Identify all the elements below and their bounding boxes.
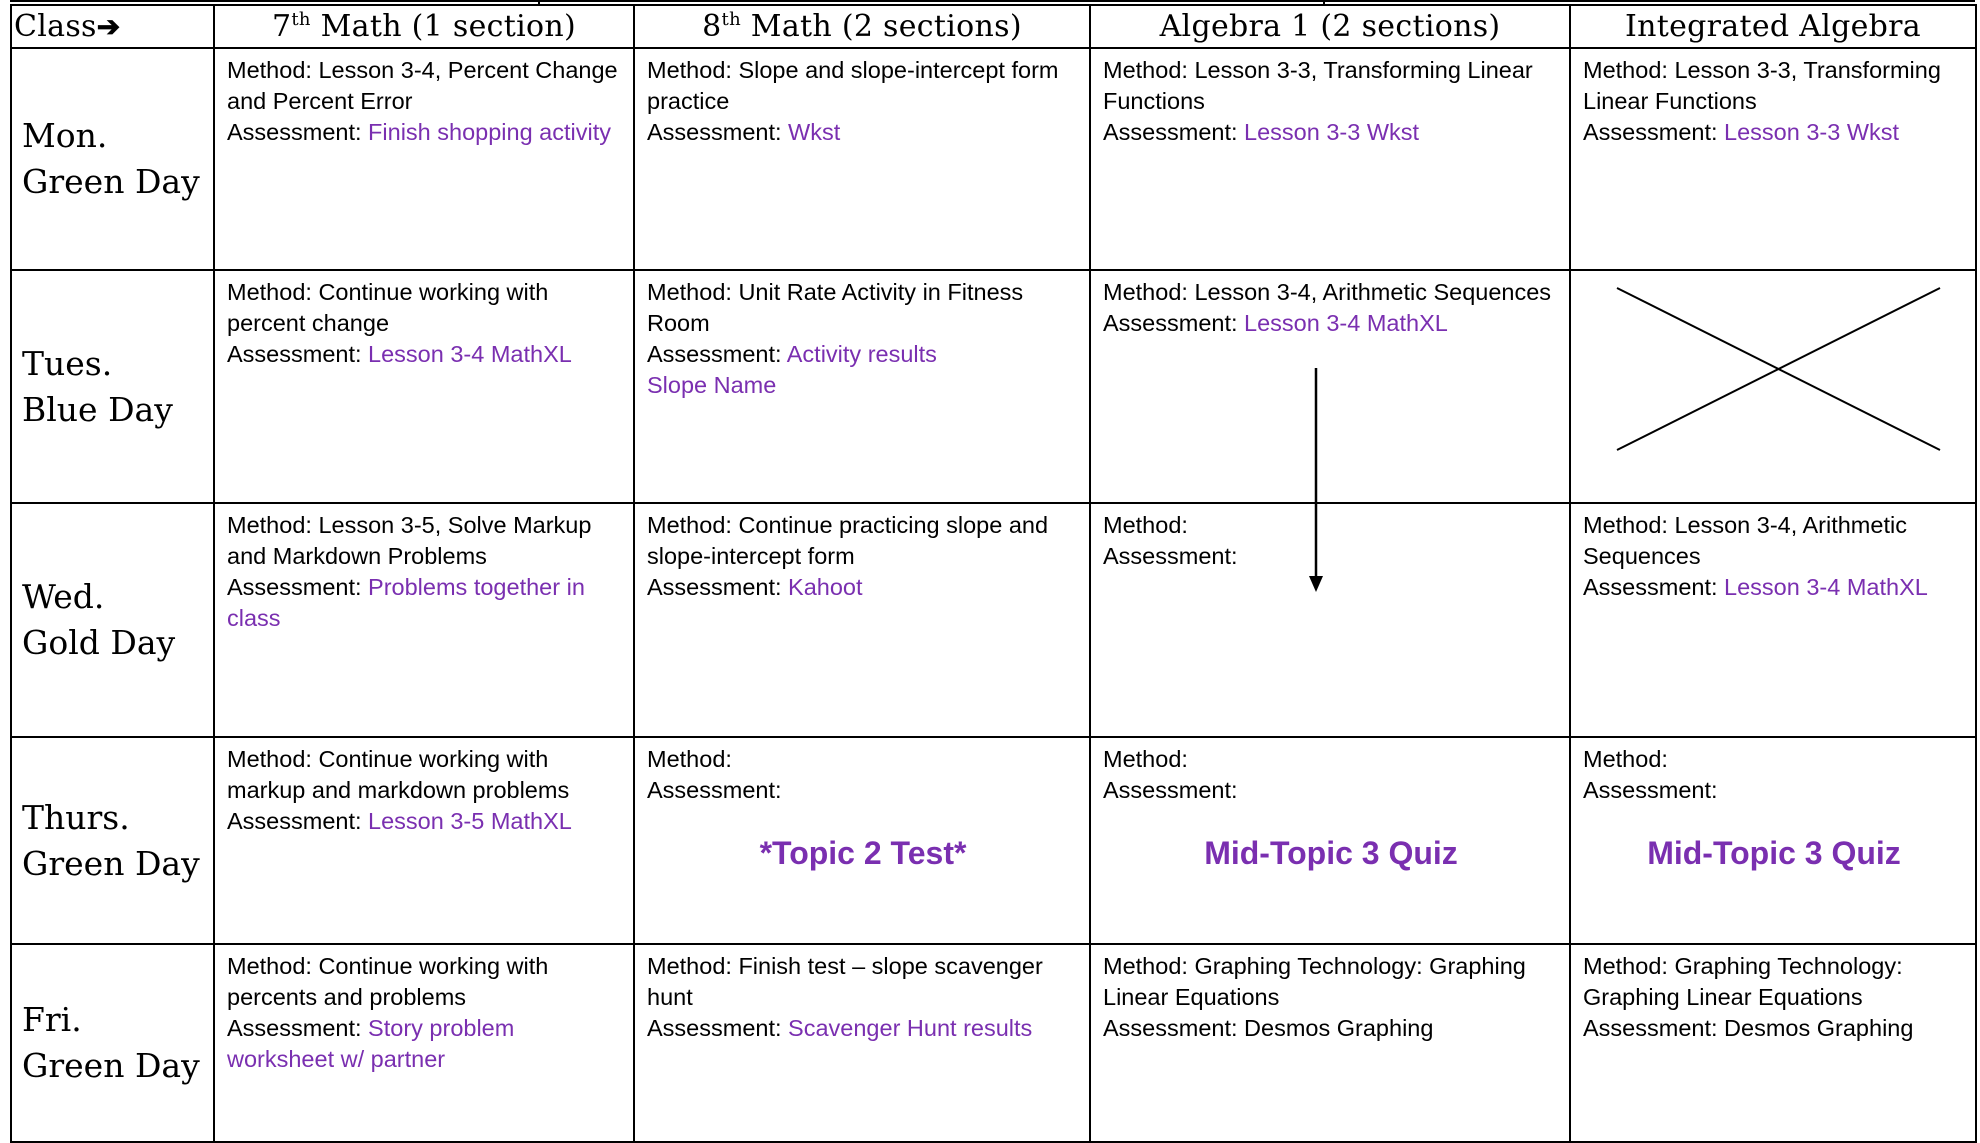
plan-cell: Method: Assessment:: [1090, 503, 1570, 737]
row-thursday: [11, 737, 1976, 944]
lesson-plan-table: [10, 4, 1977, 1143]
quiz-callout: Mid-Topic 3 Quiz: [1647, 835, 1901, 871]
test-callout: *Topic 2 Test*: [759, 835, 967, 871]
day-label: Fri. Green Day: [11, 944, 214, 1142]
plan-cell: Method: Lesson 3-4, Arithmetic Sequences Assessment: Lesson 3-4 MathXL: [1090, 270, 1570, 503]
header-row: [11, 5, 1976, 48]
plan-cell: Method: Unit Rate Activity in Fitness Room Assessment: Activity results Slope Name: [634, 270, 1090, 503]
plan-cell: Method: Continue working with markup and markdown problems Assessment: Lesson 3-5 MathXL: [214, 737, 634, 944]
column-header-algebra-1: Algebra 1 (2 sections): [1090, 5, 1570, 48]
plan-cell: Method: Lesson 3-5, Solve Markup and Markdown Problems Assessment: Problems together in class: [214, 503, 634, 737]
crossed-out-cell: [1570, 270, 1976, 503]
class-header: [11, 5, 214, 48]
right-arrow-icon: ➔: [96, 10, 121, 43]
plan-cell: Method: Slope and slope-intercept form practice Assessment: Wkst: [634, 48, 1090, 270]
class-label: Class: [14, 9, 97, 44]
plan-cell: Method: Assessment: Mid-Topic 3 Quiz: [1570, 737, 1976, 944]
column-header-7th-math: 7th Math (1 section): [214, 5, 634, 48]
row-wednesday: [11, 503, 1976, 737]
day-label: Thurs. Green Day: [11, 737, 214, 944]
plan-cell: Method: Assessment: Mid-Topic 3 Quiz: [1090, 737, 1570, 944]
quiz-callout: Mid-Topic 3 Quiz: [1204, 835, 1458, 871]
plan-cell: Method: Continue practicing slope and slope-intercept form Assessment: Kahoot: [634, 503, 1090, 737]
plan-cell: Method: Finish test – slope scavenger hunt Assessment: Scavenger Hunt results: [634, 944, 1090, 1142]
row-monday: [11, 48, 1976, 270]
plan-cell: Method: Continue working with percents and problems Assessment: Story problem worksheet w/ partner: [214, 944, 634, 1142]
plan-cell: Method: Lesson 3-3, Transforming Linear Functions Assessment: Lesson 3-3 Wkst: [1570, 48, 1976, 270]
plan-cell: Method: Lesson 3-3, Transforming Linear Functions Assessment: Lesson 3-3 Wkst: [1090, 48, 1570, 270]
row-friday: [11, 944, 1976, 1142]
plan-cell: Method: Graphing Technology: Graphing Linear Equations Assessment: Desmos Graphing: [1090, 944, 1570, 1142]
column-header-8th-math: 8th Math (2 sections): [634, 5, 1090, 48]
plan-cell: Method: Lesson 3-4, Percent Change and Percent Error Assessment: Finish shopping activity: [214, 48, 634, 270]
top-border: [10, 0, 1975, 2]
day-label: Tues. Blue Day: [11, 270, 214, 503]
row-tuesday: [11, 270, 1976, 503]
day-label: Wed. Gold Day: [11, 503, 214, 737]
column-header-integrated-algebra: Integrated Algebra: [1570, 5, 1976, 48]
day-label: Mon. Green Day: [11, 48, 214, 270]
plan-cell: Method: Graphing Technology: Graphing Linear Equations Assessment: Desmos Graphing: [1570, 944, 1976, 1142]
plan-cell: Method: Assessment: *Topic 2 Test*: [634, 737, 1090, 944]
plan-cell: Method: Continue working with percent change Assessment: Lesson 3-4 MathXL: [214, 270, 634, 503]
plan-cell: Method: Lesson 3-4, Arithmetic Sequences Assessment: Lesson 3-4 MathXL: [1570, 503, 1976, 737]
